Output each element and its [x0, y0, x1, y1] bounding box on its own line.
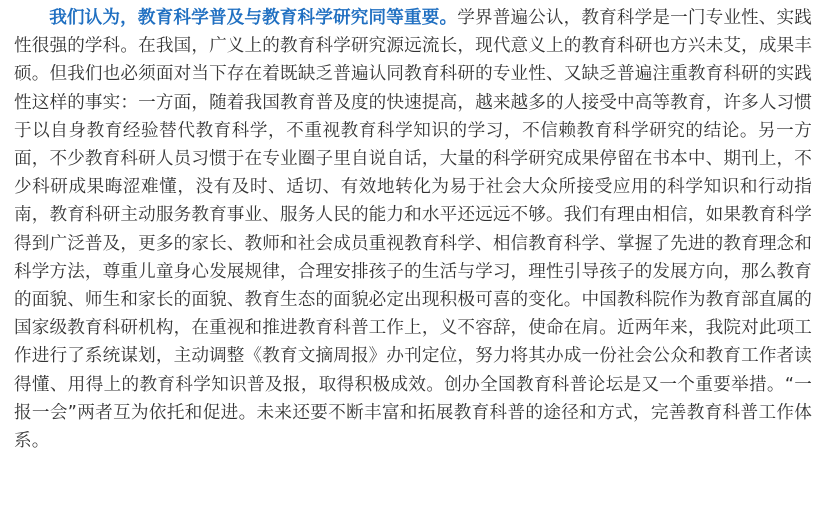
lead-sentence: 我们认为，教育科学普及与教育科学研究同等重要。: [49, 8, 458, 28]
body-text: 学界普遍公认，教育科学是一门专业性、实践性很强的学科。在我国，广义上的教育科学研究源远流长，现代意义上的教育科研也方兴未艾，成果丰硕。但我们也必须面对当下存在着既缺乏普遍认同教育科研的专业性、又缺乏普遍注重教育科研的实践性这样的事实：一方面，随着我国教育普及度的快速提高，越来越多的人接受中高等教育，许多人习惯于以自身教育经验替代教育科学，不重视教育科学知识的学习，不信赖教育科学研究的结论。另一方面，不少教育科研人员习惯于在专业圈子里自说自话，大量的科学研究成果停留在书本中、期刊上，不少科研成果晦涩难懂，没有及时、适切、有效地转化为易于社会大众所接受应用的科学知识和行动指南，教育科研主动服务教育事业、服务人民的能力和水平还远远不够。我们有理由相信，如果教育科学得到广泛普及，更多的家长、教师和社会成员重视教育科学、相信教育科学、掌握了先进的教育理念和科学方法，尊重儿童身心发展规律，合理安排孩子的生活与学习，理性引导孩子的发展方向，那么教育的面貌、师生和家长的面貌、教育生态的面貌必定出现积极可喜的变化。中国教科院作为教育部直属的国家级教育科研机构，在重视和推进教育科普工作上，义不容辞，使命在肩。近两年来，我院对此项工作进行了系统谋划，主动调整《教育文摘周报》办刊定位，努力将其办成一份社会公众和教育工作者读得懂、用得上的教育科学知识普及报，取得积极成效。创办全国教育科普论坛是又一个重要举措。“一报一会”两者互为依托和促进。未来还要不断丰富和拓展教育科普的途径和方式，完善教育科普工作体系。: [14, 8, 812, 452]
article-paragraph: [14, 4, 812, 455]
